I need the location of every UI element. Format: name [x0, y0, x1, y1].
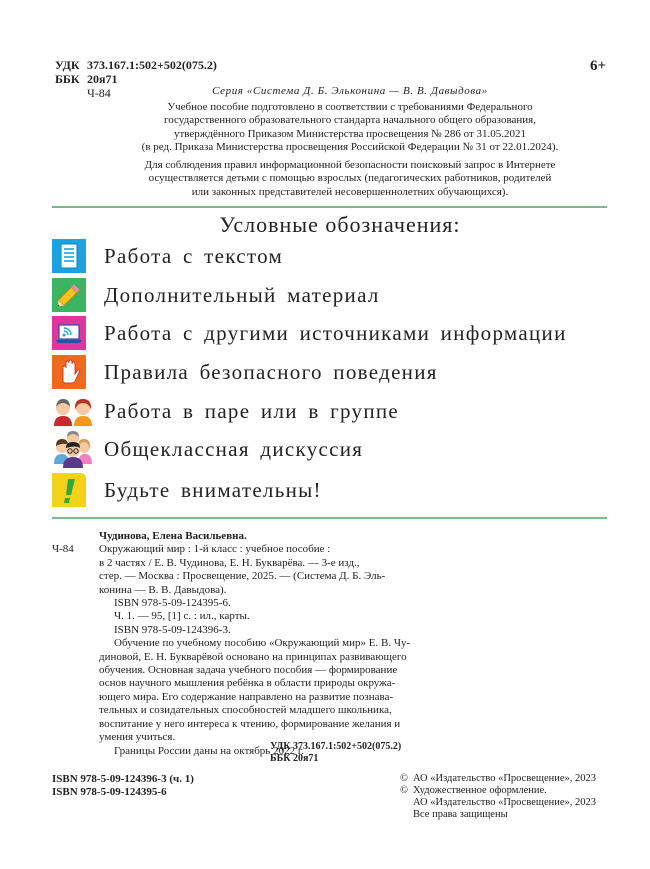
abstract-line: диновой, Е. Н. Букварёвой основано на принципах развивающего [99, 650, 407, 663]
isbn-part: ISBN 978-5-09-124396-3. [114, 623, 231, 636]
description-line: стер. — Москва : Просвещение, 2025. — (Система Д. Б. Эль- [99, 570, 386, 583]
record-bbk: ББК 20я71 [270, 753, 319, 764]
description-line: конина — В. В. Давыдова). [99, 583, 227, 596]
isbn-line: ISBN 978-5-09-124395-6 [52, 786, 167, 798]
copyright-block [400, 773, 596, 821]
notice-line: (в ред. Приказа Министерства просвещения Российской Федерации № 31 от 22.01.2024). [141, 140, 559, 153]
legend-label: Общеклассная дискуссия [104, 436, 364, 461]
laptop-feed-icon [52, 316, 86, 350]
series-title: Серия «Система Д. Б. Эльконина — В. В. Давыдова» [212, 85, 488, 97]
copyright-symbol: © [400, 785, 408, 796]
notice-line: Для соблюдения правил информационной безопасности поисковый запрос в Интернете [144, 159, 556, 171]
description-text: Окружающий мир : 1-й класс : учебное пособие : [99, 543, 331, 556]
abstract-line: Обучение по учебному пособию «Окружающий мир» Е. В. Чу- [114, 637, 411, 650]
exclamation-icon [52, 473, 86, 507]
borders-note: Границы России даны на октябрь 2022 г. [114, 744, 304, 757]
notice-line: осуществляется детьми с помощью взрослых (педагогических работников, родителей [148, 172, 552, 185]
legend-item-safety [52, 353, 438, 391]
pair-people-icon [52, 394, 94, 428]
bbk-label: ББК [55, 72, 80, 86]
abstract-line: умения учиться. [99, 731, 176, 744]
legend-label: Будьте внимательны! [104, 477, 322, 502]
description-line: в 2 частях / Е. В. Чудинова, Е. Н. Букварёва. — 3-е изд., [99, 556, 360, 569]
copyright-symbol [400, 809, 413, 821]
notice-line: Учебное пособие подготовлено в соответствии с требованиями Федерального [167, 101, 533, 113]
abstract-line: основ научного мышления ребёнка в области природы окружа- [99, 677, 396, 690]
isbn-full: ISBN 978-5-09-124395-6. [114, 597, 231, 610]
author-heading: Чудинова, Елена Васильевна. [99, 530, 247, 542]
legend-item-text-work [52, 237, 283, 275]
abstract-line: воспитание у него интереса к чтению, формирование желания и [99, 717, 401, 730]
legend-title: Условные обозначения: [219, 212, 461, 237]
standard-notice [100, 101, 600, 154]
legend-item-discussion [52, 430, 363, 468]
pencil-icon [52, 278, 86, 312]
udk-label: УДК [55, 58, 80, 72]
copyright-text: АО «Издательство «Просвещение», 2023 [413, 797, 597, 808]
copyright-text: Все права защищены [413, 809, 508, 820]
author-mark: Ч-84 [87, 86, 111, 100]
copyright-text: АО «Издательство «Просвещение», 2023 [413, 773, 597, 784]
notice-line: или законных представителей несовершеннолетних обучающихся). [191, 185, 509, 198]
record-udk: УДК 373.167.1:502+502(075.2) [270, 741, 402, 752]
stop-hand-icon [52, 355, 86, 389]
legend-item-attention [52, 471, 322, 509]
legend-label: Дополнительный материал [104, 282, 380, 307]
divider [52, 206, 607, 208]
age-rating: 6+ [590, 58, 607, 74]
record-classification [270, 741, 401, 765]
description-line [52, 543, 412, 556]
abstract-line: ющего мира. Его содержание направлено на развитие познава- [99, 690, 394, 703]
author-mark: Ч-84 [52, 543, 74, 556]
udk-value: 373.167.1:502+502(075.2) [87, 58, 217, 72]
legend-item-other-sources [52, 314, 567, 352]
divider [52, 517, 607, 519]
isbn-line: ISBN 978-5-09-124396-3 (ч. 1) [52, 773, 194, 785]
legend-label: Работа в паре или в группе [104, 398, 400, 423]
legend-label: Работа с другими источниками информации [104, 320, 567, 345]
abstract-line: тельных и созидательных способностей младшего школьника, [99, 704, 392, 717]
notice-line: утверждённого Приказом Министерства просвещения № 286 от 31.05.2021 [173, 127, 527, 140]
bbk-value: 20я71 [87, 72, 118, 86]
legend-label: Правила безопасного поведения [104, 359, 438, 384]
legend-item-additional [52, 276, 380, 314]
copyright-symbol [400, 797, 413, 809]
bibliographic-record [52, 530, 412, 758]
copyright-symbol: © [400, 773, 408, 784]
notice-line: государственного образовательного стандарта начального общего образования, [164, 114, 536, 127]
part-info: Ч. 1. — 95, [1] с. : ил., карты. [114, 610, 250, 623]
legend-label: Работа с текстом [104, 243, 284, 268]
copyright-text: Художественное оформление. [413, 785, 547, 796]
legend-item-pair-group [52, 392, 399, 430]
abstract-line: обучения. Основная задача учебного пособия — формирование [99, 664, 398, 677]
safety-notice [100, 159, 600, 199]
footer-isbn [52, 773, 194, 799]
document-text-icon [52, 239, 86, 273]
group-people-icon [52, 430, 94, 468]
